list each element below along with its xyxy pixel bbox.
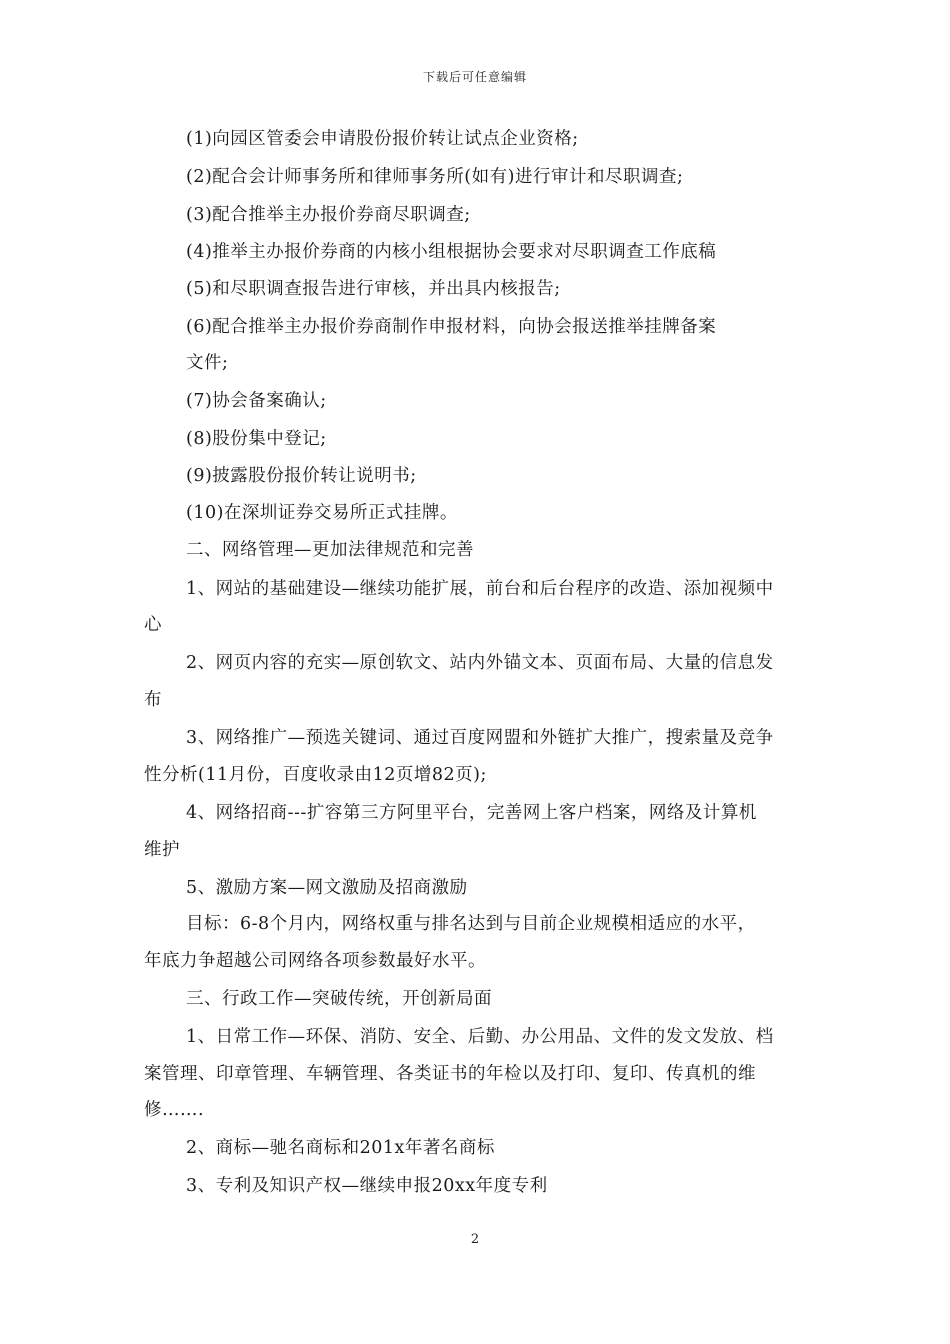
paragraph-line: (8)股份集中登记; xyxy=(186,429,327,449)
paragraph-line: (5)和尽职调查报告进行审核，并出具内核报告; xyxy=(186,279,561,299)
section-heading: 三、行政工作—突破传统，开创新局面 xyxy=(186,989,492,1009)
paragraph-line: 2、商标—驰名商标和201x年著名商标 xyxy=(186,1138,495,1158)
paragraph-line: 目标：6-8个月内，网络权重与排名达到与目前企业规模相适应的水平， xyxy=(186,914,756,934)
section-heading: 二、网络管理—更加法律规范和完善 xyxy=(186,540,474,560)
paragraph-line: (3)配合推举主办报价券商尽职调查; xyxy=(186,205,471,225)
paragraph-line: (9)披露股份报价转让说明书; xyxy=(186,466,417,486)
page-header: 下载后可任意编辑 xyxy=(422,70,527,84)
paragraph-line: (2)配合会计师事务所和律师事务所(如有)进行审计和尽职调查; xyxy=(186,167,684,187)
paragraph-line: (10)在深圳证券交易所正式挂牌。 xyxy=(186,503,458,523)
paragraph-line: (1)向园区管委会申请股份报价转让试点企业资格; xyxy=(186,129,579,149)
paragraph-line: (7)协会备案确认; xyxy=(186,391,327,411)
paragraph-line: 心 xyxy=(144,615,162,635)
paragraph-line: 4、网络招商---扩容第三方阿里平台，完善网上客户档案，网络及计算机 xyxy=(186,803,757,823)
paragraph-line: 案管理、印章管理、车辆管理、各类证书的年检以及打印、复印、传真机的维 xyxy=(144,1064,756,1084)
paragraph-line: (6)配合推举主办报价券商制作申报材料，向协会报送推举挂牌备案 xyxy=(186,317,717,337)
paragraph-line: 1、日常工作—环保、消防、安全、后勤、办公用品、文件的发文发放、档 xyxy=(186,1027,774,1047)
paragraph-line: 1、网站的基础建设—继续功能扩展，前台和后台程序的改造、添加视频中 xyxy=(186,579,774,599)
paragraph-line: 年底力争超越公司网络各项参数最好水平。 xyxy=(144,951,486,971)
paragraph-line: 布 xyxy=(144,690,162,710)
paragraph-line: 2、网页内容的充实—原创软文、站内外锚文本、页面布局、大量的信息发 xyxy=(186,653,774,673)
page-number: 2 xyxy=(470,1232,480,1247)
paragraph-line: 5、激励方案—网文激励及招商激励 xyxy=(186,878,468,898)
paragraph-line: (4)推举主办报价券商的内核小组根据协会要求对尽职调查工作底稿 xyxy=(186,242,717,262)
paragraph-line: 维护 xyxy=(144,840,180,860)
paragraph-line: 修……. xyxy=(144,1100,205,1120)
paragraph-line: 3、网络推广—预选关键词、通过百度网盟和外链扩大推广，搜索量及竞争 xyxy=(186,728,774,748)
paragraph-line: 3、专利及知识产权—继续申报20xx年度专利 xyxy=(186,1176,548,1196)
paragraph-line: 性分析(11月份，百度收录由12页增82页); xyxy=(144,765,487,785)
paragraph-line: 文件; xyxy=(186,353,229,373)
